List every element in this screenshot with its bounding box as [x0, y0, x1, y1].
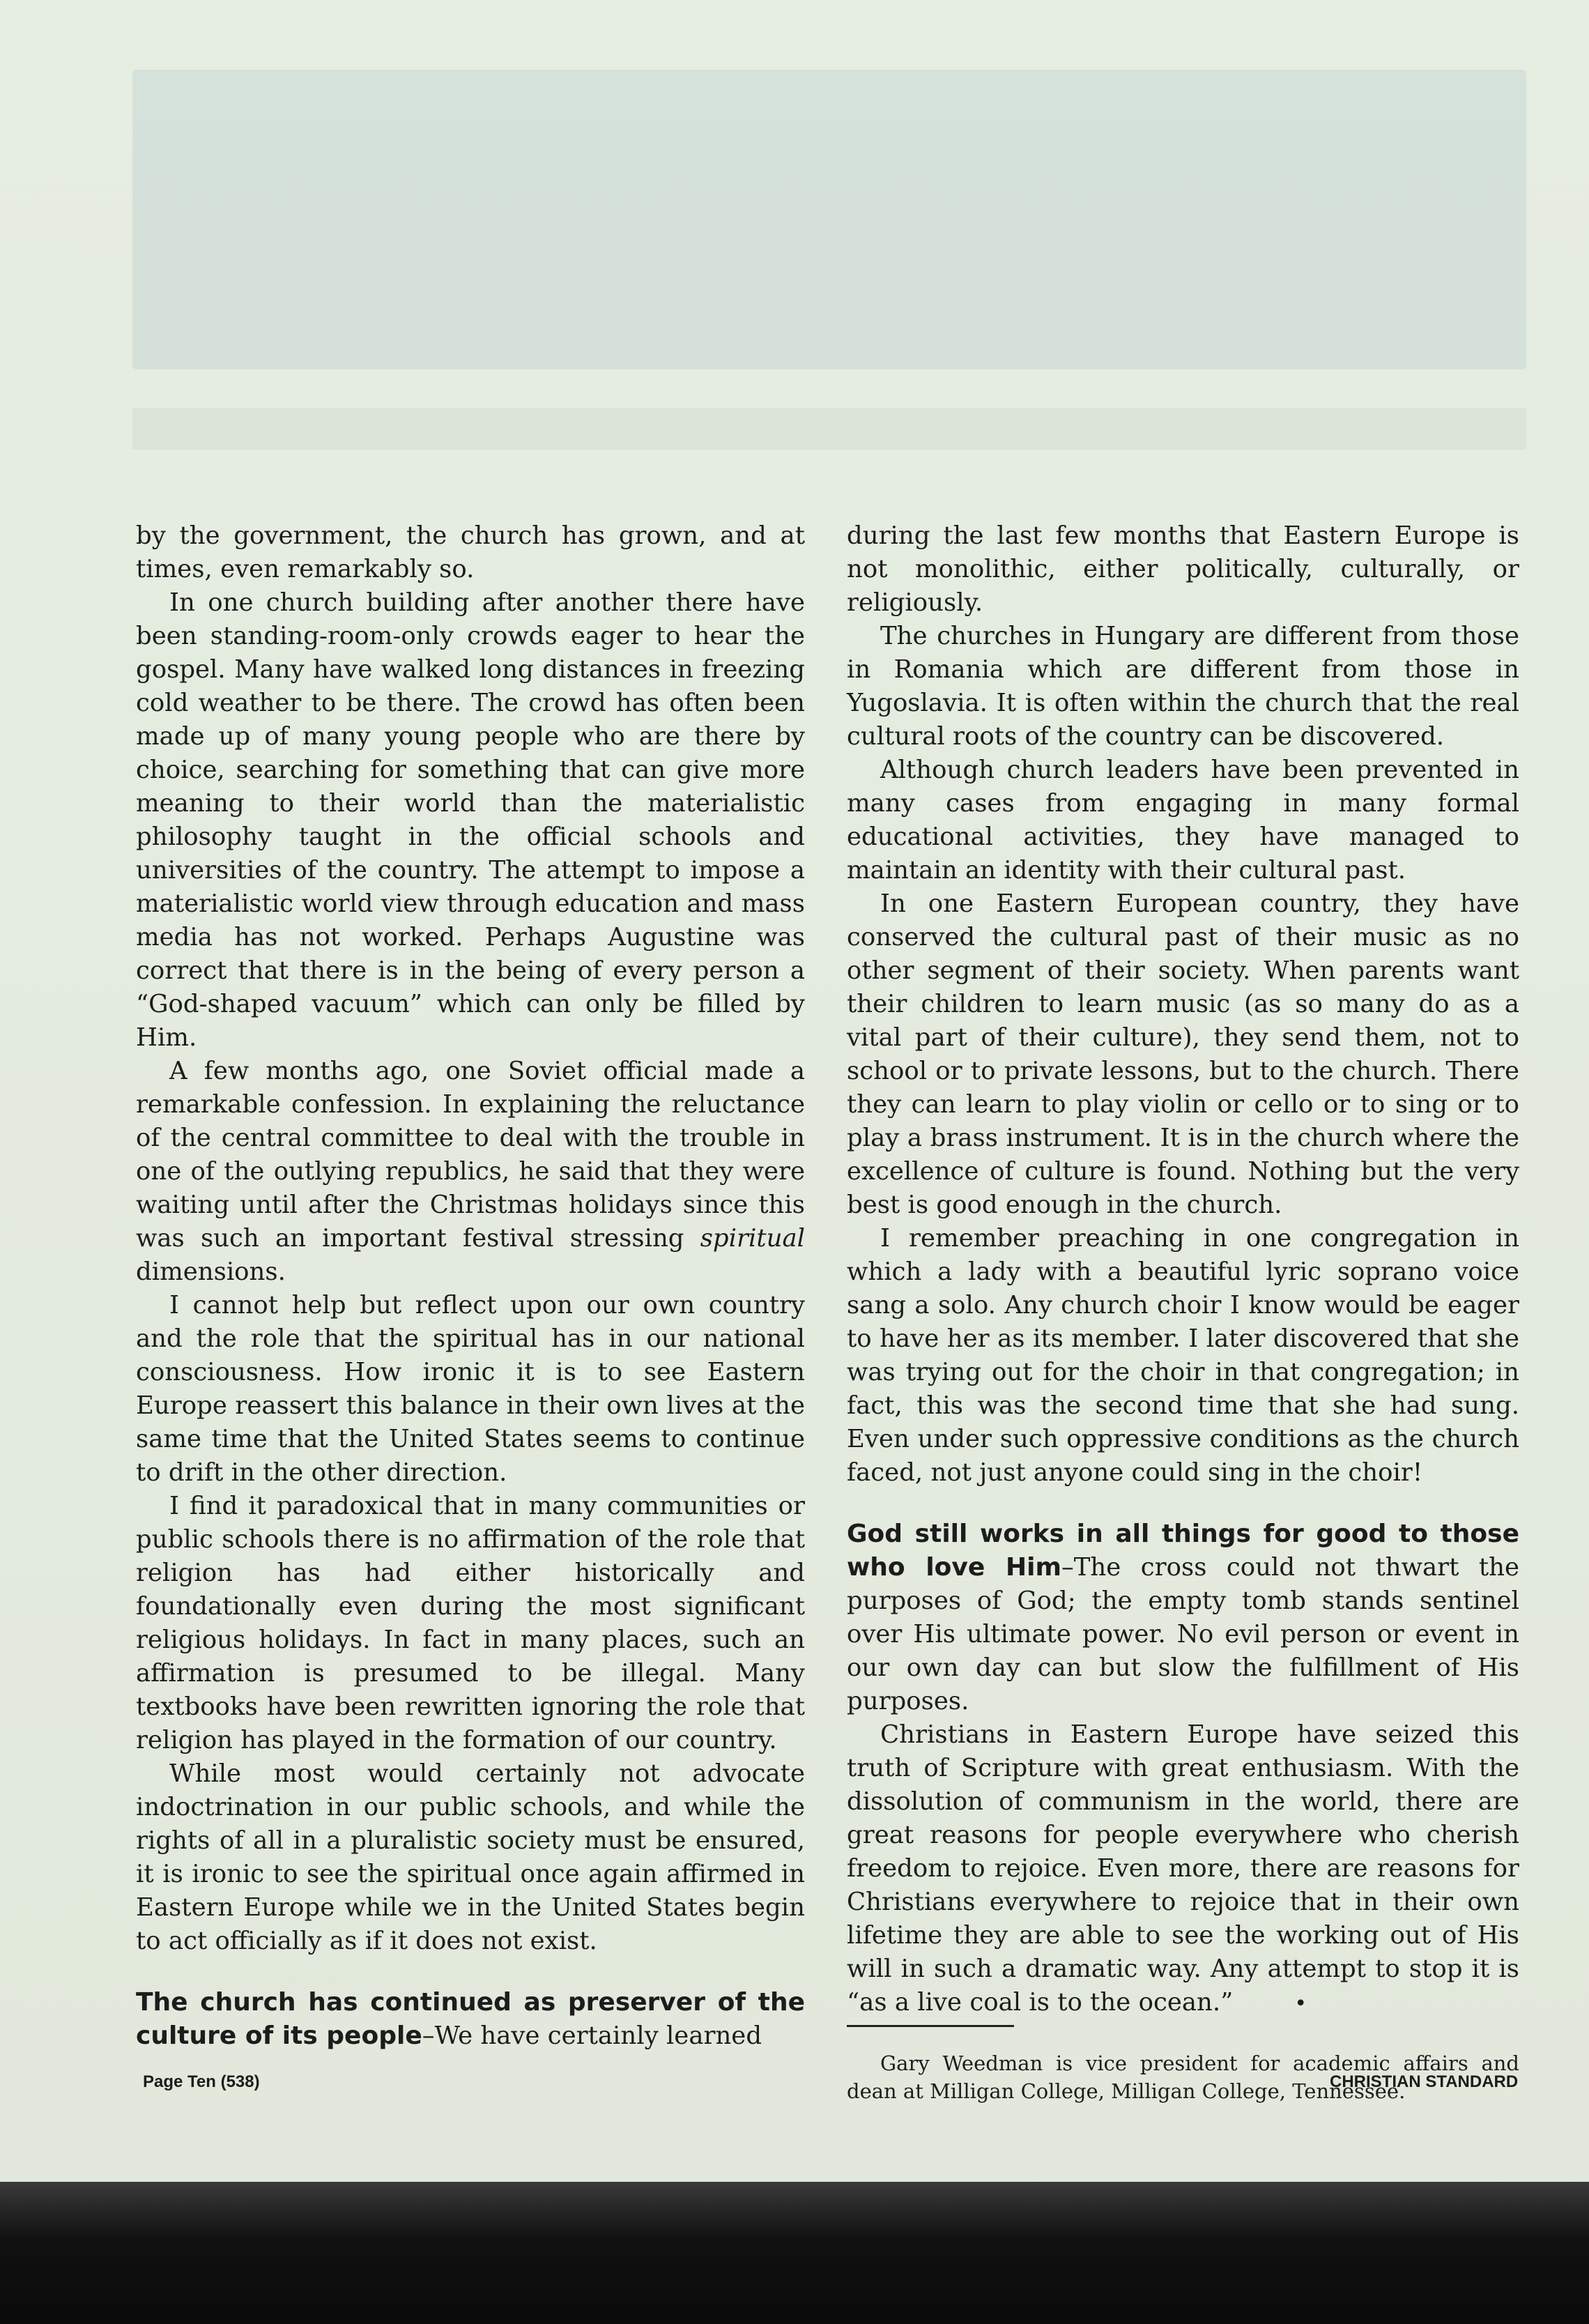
subhead-lead: The church has continued as preserver of the culture of its people	[136, 1988, 805, 2050]
paragraph	[136, 1055, 805, 1289]
paragraph: during the last few months that Eastern Europe is not monolithic, either politically, culturally, or religiously.	[847, 521, 1519, 617]
paragraph: I cannot help but reflect upon our own country and the role that the spiritual has in our national consciousness. How ironic it is to see Eastern Europe reassert this balance in their own lives at the same time that the United States seems to continue to drift in the other direction.	[136, 1291, 805, 1487]
paragraph: I remember preaching in one congregation in which a lady with a beautiful lyric soprano voice sang a solo. Any church choir I know would be eager to have her as its member. I later discovered that she was trying out for the choir in that congregation; in fact, this was the second time that she had sung. Even under such oppressive conditions as the church faced, not just anyone could sing in the choir!	[847, 1224, 1519, 1487]
left-column	[136, 519, 805, 2053]
paragraph: While most would certainly not advocate indoctrination in our public schools, and while the rights of all in a pluralistic society must be ensured, it is ironic to see the spiritual once again affirmed in Eastern Europe while we in the United States begin to act officially as if it does not exist.	[136, 1759, 805, 1955]
subhead-text: –The cross could not thwart the purposes of God; the empty tomb stands sentinel over His ultimate power. No evil person or event in our own day can but slow the fulfillment of His purposes.	[847, 1553, 1520, 1715]
page-shadow	[0, 2182, 1589, 2324]
paragraph: In one Eastern European country, they have conserved the cultural past of their music as no other segment of their society. When parents want their children to learn music (as so many do as a vital part of their culture), they send them, not to school or to private lessons, but to the church. There they can learn to play violin or cello or to sing or to play a brass instrument. It is in the church where the excellence of culture is found. Nothing but the very best is good enough in the church.	[847, 889, 1519, 1219]
paragraph: The churches in Hungary are different from those in Romania which are different from those in Yugoslavia. It is often within the church that the real cultural roots of the country can be discovered.	[847, 622, 1519, 751]
paragraph: Although church leaders have been prevented in many cases from engaging in many formal educational activities, they have managed to maintain an identity with their cultural past.	[847, 756, 1519, 885]
subhead-text: –We have certainly learned	[422, 2021, 762, 2050]
section-subhead	[847, 1518, 1519, 1718]
paragraph: I find it paradoxical that in many communities or public schools there is no affirmation of the role that religion has had either historically and foundationally even during the most significant religious holidays. In fact in many places, such an affirmation is presumed to be illegal. Many textbooks have been rewritten ignoring the role that religion has played in the formation of our country.	[136, 1492, 805, 1755]
publication-name: CHRISTIAN STANDARD	[1330, 2072, 1519, 2091]
right-column	[847, 519, 1519, 2105]
paragraph: In one church building after another there have been standing-room-only crowds eager to hear the gospel. Many have walked long distances in freezing cold weather to be there. The crowd has often been made up of many young people who are there by choice, searching for something that can give more meaning to their world than the materialistic philosophy taught in the official schools and universities of the country. The attempt to impose a materialistic world view through education and mass media has not worked. Perhaps Augustine was correct that there is in the being of every person a “God-shaped vacuum” which can only be filled by Him.	[136, 588, 805, 1052]
paragraph-text: dimensions.	[136, 1257, 286, 1286]
bleed-through-title-area	[132, 70, 1526, 369]
section-subhead	[136, 1986, 805, 2053]
end-mark: •	[1294, 1992, 1307, 2016]
emphasis: spiritual	[700, 1224, 805, 1253]
subhead-lead: God still works in all things for good to those who love Him	[847, 1520, 1519, 1582]
paragraph-text: Christians in Eastern Europe have seized this truth of Scripture with great enthusiasm. With the dissolution of communism in the world, there are great reasons for people everywhere who cherish freedom to rejoice. Even more, there are reasons for Christians everywhere to rejoice that in their own lifetime they are able to see the working out of His will in such a dramatic way. Any attempt to stop it is “as a live coal is to the ocean.”	[847, 1720, 1519, 2017]
bio-rule	[847, 2025, 1014, 2027]
page-number: Page Ten (538)	[143, 2072, 260, 2091]
paragraph-text: A few months ago, one Soviet official made a remarkable confession. In explaining the reluctance of the central committee to deal with the trouble in one of the outlying republics, he said that they were waiting until after the Christmas holidays since this was such an important festival stressing	[136, 1057, 805, 1253]
bleed-through-subtitle-area	[132, 408, 1526, 450]
author-bio: Gary Weedman is vice president for academic affairs and dean at Milligan College, Milligan College, Tennessee.	[847, 2051, 1519, 2103]
paragraph	[847, 1718, 1519, 2021]
paragraph: by the government, the church has grown, and at times, even remarkably so.	[136, 521, 805, 583]
